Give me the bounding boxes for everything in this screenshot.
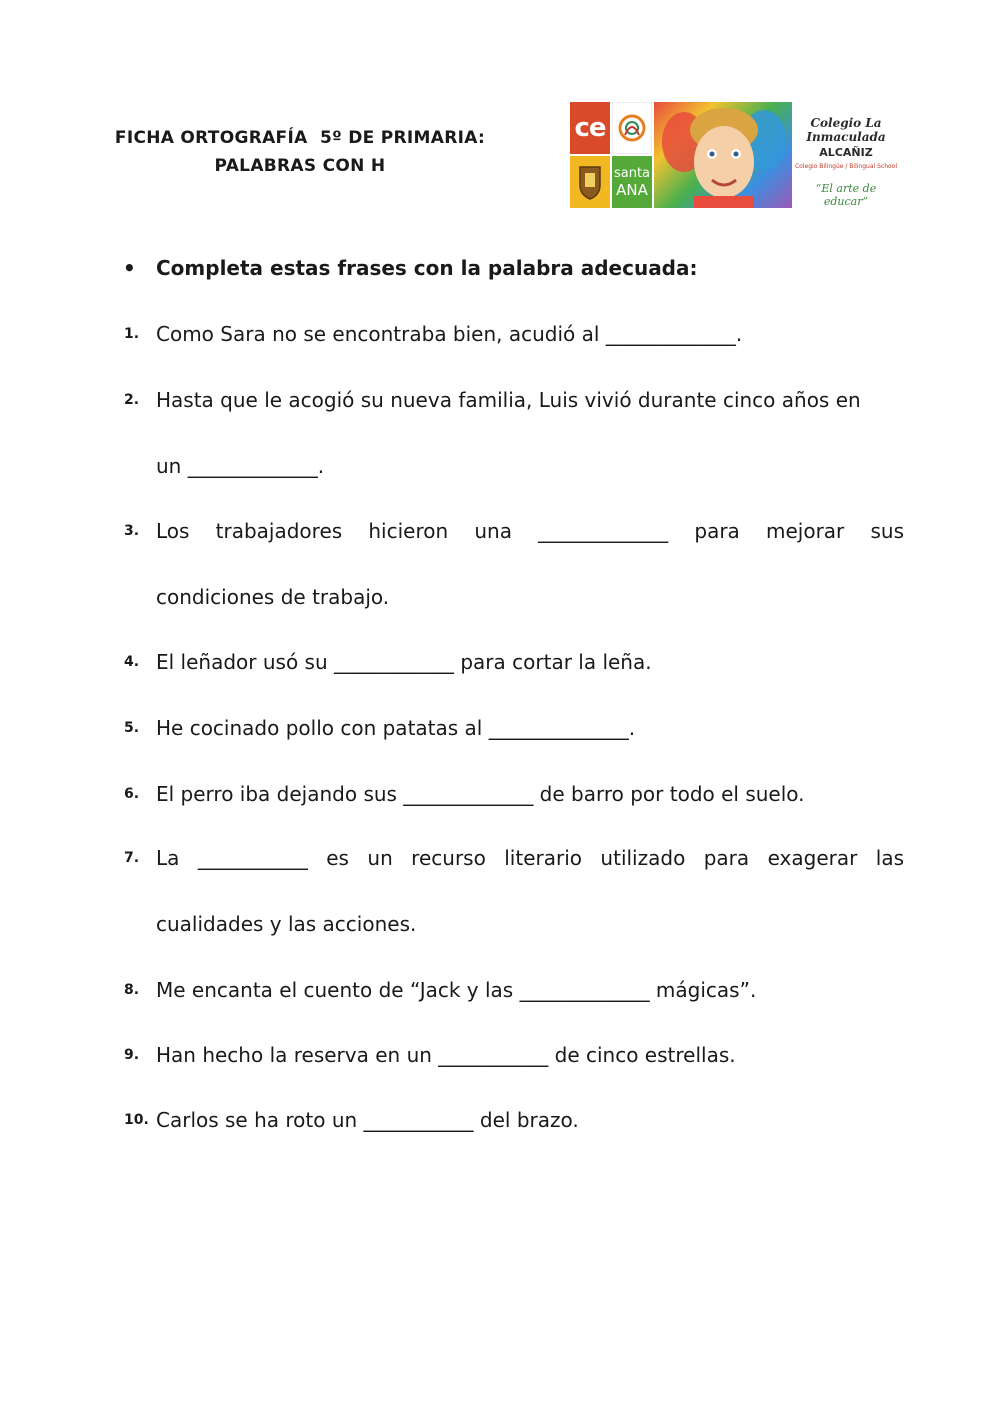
question-text-continued: cualidades y las acciones. [156,912,417,936]
question-number: 3. [124,523,140,539]
crest-icon [570,156,610,208]
school-city: ALCAÑIZ [819,146,873,159]
title-line-2: PALABRAS CON H [214,156,386,176]
logo-ce-cell: ce [570,102,610,154]
question-number: 4. [124,654,140,670]
question-text: Los trabajadores hicieron una _____________ para mejorar sus [156,519,904,543]
ce-santa-ana-logo [570,102,652,208]
logo-santa-ana-cell [612,156,652,208]
question-number: 1. [124,326,140,342]
question-number: 5. [124,720,140,736]
logo-santa: santa [613,166,651,181]
question-text: Carlos se ha roto un ___________ del brazo. [156,1108,579,1132]
question-number: 9. [124,1047,140,1063]
question-number: 7. [124,850,140,866]
question-text: El perro iba dejando sus _____________ de barro por todo el suelo. [156,782,805,806]
question-number: 8. [124,982,140,998]
title-line-1: FICHA ORTOGRAFÍA 5º DE PRIMARIA: [114,128,486,148]
bullet-icon: • [123,256,136,280]
school-name: Colegio La Inmaculada [806,116,886,144]
logo-ana: ANA [616,181,648,199]
question-text: Como Sara no se encontraba bien, acudió al _____________. [156,322,743,346]
question-text: Hasta que le acogió su nueva familia, Luis vivió durante cinco años en [156,388,861,412]
question-text-continued: condiciones de trabajo. [156,585,390,609]
school-info [792,116,900,208]
child-photo [654,102,792,208]
school-motto: “El arte de educar” [815,182,877,208]
question-text: Me encanta el cuento de “Jack y las _____________ mágicas”. [156,978,757,1002]
question-number: 2. [124,392,140,408]
question-text: La ___________ es un recurso literario utilizado para exagerar las [156,846,904,870]
school-logo [570,102,900,208]
emblem-icon [612,102,652,154]
question-text: El leñador usó su ____________ para cortar la leña. [156,650,652,674]
question-text: Han hecho la reserva en un ___________ de cinco estrellas. [156,1043,736,1067]
worksheet-header [0,0,1000,230]
question-text-continued: un _____________. [156,454,325,478]
school-subtitle: Colegio Bilingüe / Bilingual School [794,163,898,170]
worksheet-title [60,124,540,180]
question-text: He cocinado pollo con patatas al ______________. [156,716,636,740]
instruction-text: Completa estas frases con la palabra adecuada: [156,256,698,280]
question-number: 6. [124,786,140,802]
question-number: 10. [124,1112,149,1128]
